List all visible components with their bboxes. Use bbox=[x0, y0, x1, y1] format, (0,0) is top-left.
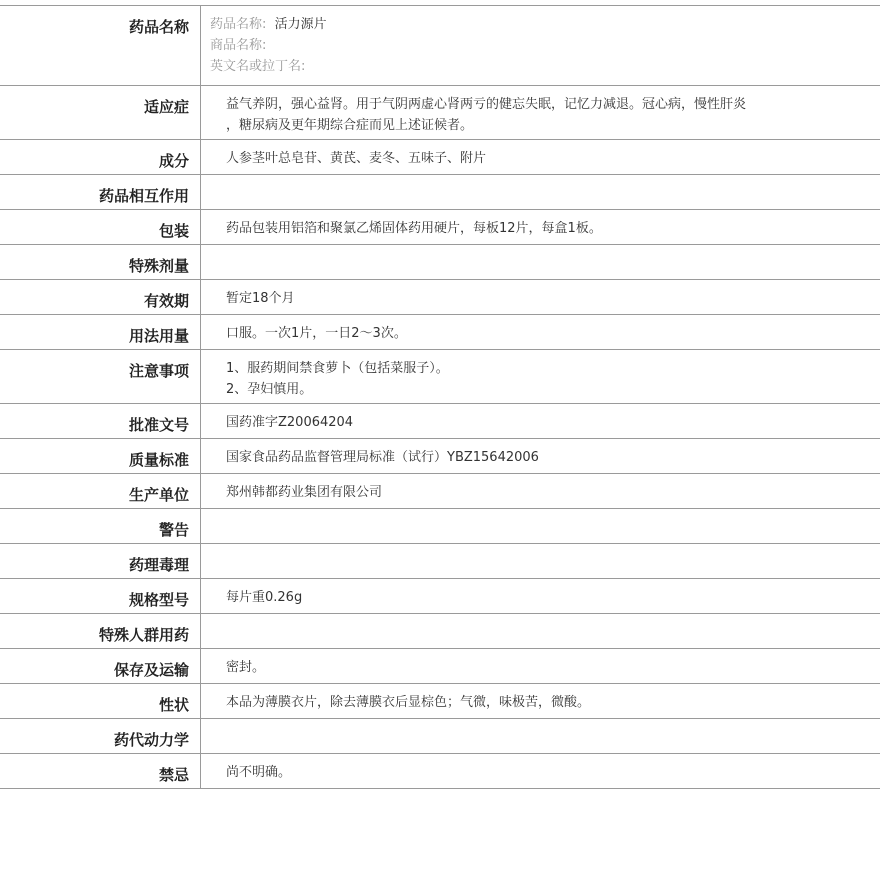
value-line: 本品为薄膜衣片，除去薄膜衣后显棕色；气微，味极苦，微酸。 bbox=[226, 695, 591, 710]
row-value bbox=[201, 474, 880, 509]
value-line: 尚不明确。 bbox=[226, 765, 292, 780]
table-row bbox=[0, 86, 880, 140]
table-row bbox=[0, 210, 880, 245]
table-row bbox=[0, 245, 880, 280]
row-value bbox=[201, 350, 880, 404]
row-label: 用法用量 bbox=[0, 315, 201, 350]
row-value bbox=[201, 579, 880, 614]
table-row bbox=[0, 404, 880, 439]
generic-name-line bbox=[210, 14, 820, 35]
row-value bbox=[201, 544, 880, 579]
row-value bbox=[201, 280, 880, 315]
generic-name-value: 活力源片 bbox=[274, 17, 327, 32]
row-value bbox=[201, 439, 880, 474]
row-label: 有效期 bbox=[0, 280, 201, 315]
row-value bbox=[201, 509, 880, 544]
row-label: 适应症 bbox=[0, 86, 201, 140]
row-label: 特殊剂量 bbox=[0, 245, 201, 280]
row-label: 生产单位 bbox=[0, 474, 201, 509]
row-label: 保存及运输 bbox=[0, 649, 201, 684]
row-value bbox=[201, 684, 880, 719]
row-label: 禁忌 bbox=[0, 754, 201, 789]
value-line: 郑州韩都药业集团有限公司 bbox=[226, 485, 383, 500]
value-line: 益气养阴，强心益肾。用于气阴两虚心肾两亏的健忘失眠，记忆力减退。冠心病，慢性肝炎 bbox=[226, 97, 747, 112]
table-row bbox=[0, 649, 880, 684]
table-row bbox=[0, 474, 880, 509]
value-line: 国药准字Z20064204 bbox=[226, 415, 354, 430]
english-name-label: 英文名或拉丁名: bbox=[210, 59, 306, 74]
value-line: 人参茎叶总皂苷、黄芪、麦冬、五味子、附片 bbox=[226, 151, 487, 166]
table-row bbox=[0, 754, 880, 789]
row-label: 性状 bbox=[0, 684, 201, 719]
table-row bbox=[0, 439, 880, 474]
row-label: 药理毒理 bbox=[0, 544, 201, 579]
row-label: 警告 bbox=[0, 509, 201, 544]
table-row bbox=[0, 315, 880, 350]
row-label: 批准文号 bbox=[0, 404, 201, 439]
value-line: 1、服药期间禁食萝卜（包括菜服子）。 bbox=[226, 361, 449, 376]
table-row bbox=[0, 544, 880, 579]
row-label: 药品名称 bbox=[0, 6, 201, 86]
table-row bbox=[0, 614, 880, 649]
row-value bbox=[201, 86, 880, 140]
row-value bbox=[201, 754, 880, 789]
drug-name-cell bbox=[201, 6, 880, 86]
row-value bbox=[201, 719, 880, 754]
row-value bbox=[201, 315, 880, 350]
row-label: 成分 bbox=[0, 140, 201, 175]
drug-info-sheet bbox=[0, 5, 880, 789]
table-row-drug-name bbox=[0, 6, 880, 86]
row-label: 特殊人群用药 bbox=[0, 614, 201, 649]
table-row bbox=[0, 140, 880, 175]
table-row bbox=[0, 509, 880, 544]
row-label: 包装 bbox=[0, 210, 201, 245]
row-value bbox=[201, 210, 880, 245]
value-line: 药品包装用铝箔和聚氯乙烯固体药用硬片，每板12片，每盒1板。 bbox=[226, 221, 602, 236]
value-line: ，糖尿病及更年期综合症而见上述证候者。 bbox=[226, 118, 474, 133]
trade-name-label: 商品名称: bbox=[210, 38, 267, 53]
value-line: 国家食品药品监督管理局标准（试行）YBZ15642006 bbox=[226, 450, 539, 465]
row-value bbox=[201, 649, 880, 684]
row-value bbox=[201, 404, 880, 439]
drug-info-table bbox=[0, 5, 880, 789]
value-line: 暂定18个月 bbox=[226, 291, 295, 306]
row-value bbox=[201, 614, 880, 649]
value-line: 每片重0.26g bbox=[226, 590, 303, 605]
row-value bbox=[201, 245, 880, 280]
table-row bbox=[0, 280, 880, 315]
trade-name-line bbox=[210, 35, 820, 56]
row-label: 规格型号 bbox=[0, 579, 201, 614]
value-line: 口服。一次1片，一日2～3次。 bbox=[226, 326, 407, 341]
row-value bbox=[201, 175, 880, 210]
row-label: 药品相互作用 bbox=[0, 175, 201, 210]
generic-name-label: 药品名称: bbox=[210, 17, 267, 32]
table-row bbox=[0, 684, 880, 719]
row-label: 药代动力学 bbox=[0, 719, 201, 754]
value-line: 密封。 bbox=[226, 660, 266, 675]
row-label: 注意事项 bbox=[0, 350, 201, 404]
table-row bbox=[0, 719, 880, 754]
row-label: 质量标准 bbox=[0, 439, 201, 474]
value-line: 2、孕妇慎用。 bbox=[226, 382, 313, 397]
english-name-line bbox=[210, 56, 820, 77]
row-value bbox=[201, 140, 880, 175]
table-row bbox=[0, 579, 880, 614]
table-row bbox=[0, 175, 880, 210]
table-row bbox=[0, 350, 880, 404]
